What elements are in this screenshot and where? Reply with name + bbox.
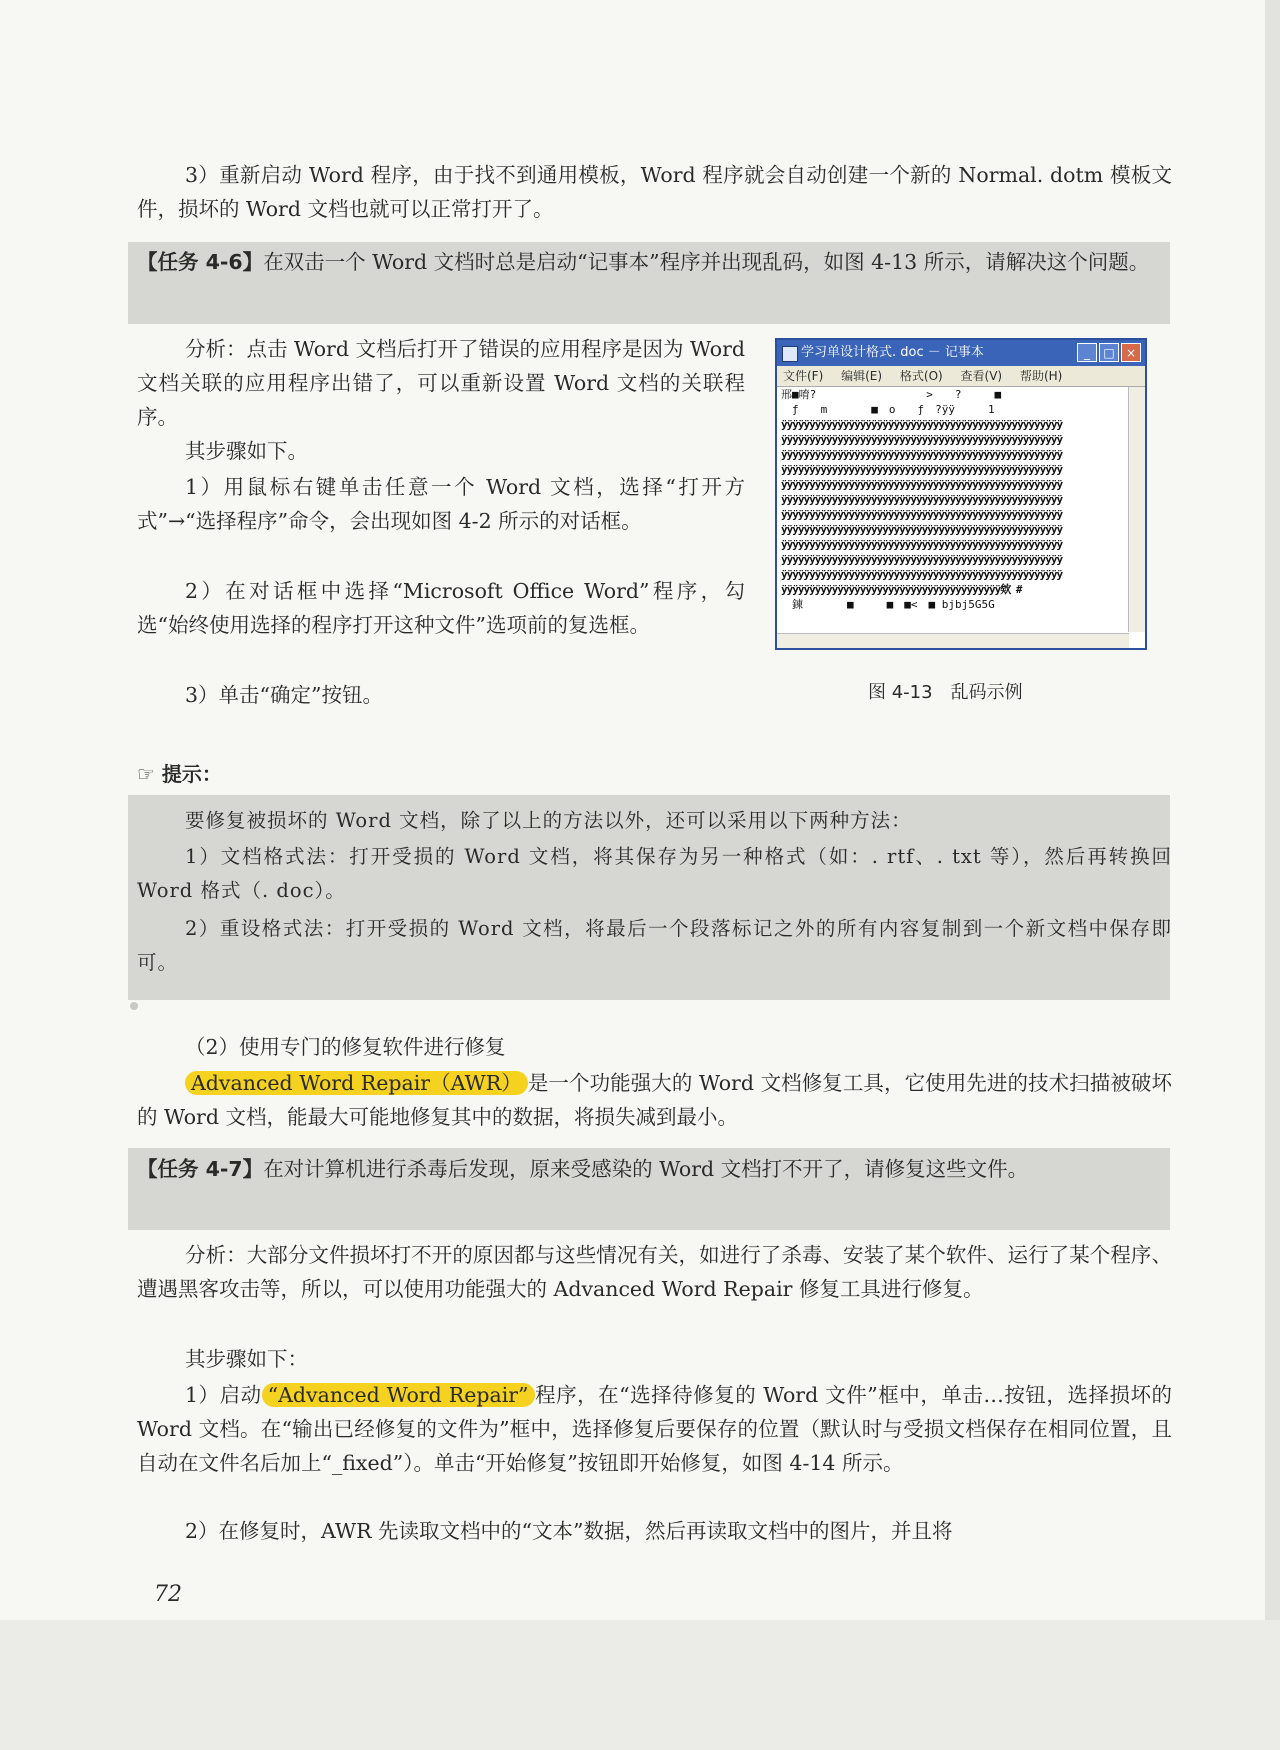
notepad-title-bar	[777, 340, 1145, 366]
menu-view: 查看(V)	[960, 369, 1003, 383]
analysis-paragraph-2: 分析：大部分文件损坏打不开的原因都与这些情况有关，如进行了杀毒、安装了某个软件、运行了某个程序、遭遇黑客攻击等，所以，可以使用功能强大的 Advanced Word Repair 修复工具进行修复。	[137, 1243, 1172, 1301]
garbled-line: ÿÿÿÿÿÿÿÿÿÿÿÿÿÿÿÿÿÿÿÿÿÿÿÿÿÿÿÿÿÿÿÿÿÿÿÿÿÿÿÿÿÿÿÿÿÿÿÿÿÿ	[781, 568, 1063, 581]
horizontal-scrollbar	[777, 633, 1129, 648]
awr-step-1-prefix: 1）启动	[185, 1383, 262, 1407]
notepad-garbled-figure	[775, 338, 1147, 650]
menu-help: 帮助(H)	[1019, 369, 1063, 383]
garbled-line: ÿÿÿÿÿÿÿÿÿÿÿÿÿÿÿÿÿÿÿÿÿÿÿÿÿÿÿÿÿÿÿÿÿÿÿÿÿÿÿÿÿÿÿÿÿÿÿÿÿÿ	[781, 418, 1063, 431]
garbled-line: ÿÿÿÿÿÿÿÿÿÿÿÿÿÿÿÿÿÿÿÿÿÿÿÿÿÿÿÿÿÿÿÿÿÿÿÿÿÿÿÿÿÿÿÿÿÿÿÿÿÿ	[781, 508, 1063, 521]
step-1-paragraph: 1）用鼠标右键单击任意一个 Word 文档，选择“打开方式”→“选择程序”命令，会出现如图 4-2 所示的对话框。	[137, 475, 745, 533]
garbled-line: ÿÿÿÿÿÿÿÿÿÿÿÿÿÿÿÿÿÿÿÿÿÿÿÿÿÿÿÿÿÿÿÿÿÿÿÿÿÿÿÿÿÿÿÿÿÿÿÿÿÿ	[781, 433, 1063, 446]
awr-step-1-body: 程序，在“选择待修复的 Word 文件”框中，单击…按钮，选择损坏的 Word 文档。在“输出已经修复的文件为”框中，选择修复后要保存的位置（默认时与受损文档保存在相同位置，且自动在文件名后加上“_fixed”）。单击“开始修复”按钮即开始修复，如图 4-14 所示。	[137, 1383, 1173, 1475]
steps-intro-2: 其步骤如下：	[185, 1347, 308, 1371]
garbled-line: ÿÿÿÿÿÿÿÿÿÿÿÿÿÿÿÿÿÿÿÿÿÿÿÿÿÿÿÿÿÿÿÿÿÿÿÿÿÿÿÿÿÿÿÿÿÿÿÿÿÿ	[781, 448, 1063, 461]
garbled-line: ÿÿÿÿÿÿÿÿÿÿÿÿÿÿÿÿÿÿÿÿÿÿÿÿÿÿÿÿÿÿÿÿÿÿÿÿÿÿÿÿÿÿÿÿÿÿÿÿÿÿ	[781, 523, 1063, 536]
garbled-line: ÿÿÿÿÿÿÿÿÿÿÿÿÿÿÿÿÿÿÿÿÿÿÿÿÿÿÿÿÿÿÿÿÿÿÿÿÿÿÿÿÿÿÿÿÿÿÿÿÿÿ	[781, 538, 1063, 551]
garbled-line: 鍊 ■ ■ ■< ■ bjbj5G5G	[781, 598, 995, 611]
paragraph-step3-restart: 3）重新启动 Word 程序，由于找不到通用模板，Word 程序就会自动创建一个新的 Normal. dotm 模板文件，损坏的 Word 文档也就可以正常打开了。	[137, 163, 1172, 221]
task-4-6-label: 【任务 4-6】	[137, 250, 264, 274]
figure-caption: 图 4-13 乱码示例	[868, 682, 1023, 703]
tip-method-2: 2）重设格式法：打开受损的 Word 文档，将最后一个段落标记之外的所有内容复制到一个新文档中保存即可。	[137, 917, 1172, 974]
step-2-paragraph: 2）在对话框中选择“Microsoft Office Word”程序，勾选“始终使用选择的程序打开这种文件”选项前的复选框。	[137, 579, 745, 637]
vertical-scrollbar	[1128, 387, 1145, 632]
page-number: 72	[154, 1582, 182, 1607]
tip-title: ☞ 提示：	[137, 762, 222, 786]
task-4-7-label: 【任务 4-7】	[137, 1157, 264, 1181]
garbled-line: ÿÿÿÿÿÿÿÿÿÿÿÿÿÿÿÿÿÿÿÿÿÿÿÿÿÿÿÿÿÿÿÿÿÿÿÿÿÿÿ欸 #	[781, 583, 1022, 596]
notepad-icon	[782, 346, 798, 362]
analysis-paragraph-1: 分析：点击 Word 文档后打开了错误的应用程序是因为 Word 文档关联的应用程序出错了，可以重新设置 Word 文档的关联程序。	[137, 337, 745, 429]
close-icon: ×	[1121, 343, 1141, 362]
notepad-menu-bar	[777, 366, 1145, 387]
menu-format: 格式(O)	[899, 369, 943, 383]
garbled-line: ƒ m ■ o ƒ ?ÿÿ 1	[781, 403, 995, 416]
scan-dot	[130, 1002, 138, 1010]
awr-name-highlight: Advanced Word Repair（AWR）	[185, 1071, 528, 1095]
awr-paragraph	[137, 1066, 1172, 1134]
task-4-7-text: 在对计算机进行杀毒后发现，原来受感染的 Word 文档打不开了，请修复这些文件。	[263, 1157, 1029, 1181]
page-edge	[1265, 0, 1280, 1620]
task-4-6	[137, 245, 1172, 279]
menu-edit: 编辑(E)	[841, 369, 883, 383]
awr-step-2: 2）在修复时，AWR 先读取文档中的“文本”数据，然后再读取文档中的图片，并且将	[185, 1519, 953, 1543]
awr-step-1	[137, 1378, 1172, 1480]
maximize-icon: □	[1099, 343, 1119, 362]
tip-intro: 要修复被损坏的 Word 文档，除了以上的方法以外，还可以采用以下两种方法：	[185, 809, 912, 832]
garbled-line: 邢■唷? > ? ■	[781, 388, 1002, 401]
menu-file: 文件(F)	[783, 369, 824, 383]
awr-program-highlight: “Advanced Word Repair”	[262, 1383, 535, 1407]
garbled-line: ÿÿÿÿÿÿÿÿÿÿÿÿÿÿÿÿÿÿÿÿÿÿÿÿÿÿÿÿÿÿÿÿÿÿÿÿÿÿÿÿÿÿÿÿÿÿÿÿÿÿ	[781, 553, 1063, 566]
notepad-text-area	[777, 387, 1129, 632]
task-4-7	[137, 1152, 1172, 1186]
section-2-title: （2）使用专门的修复软件进行修复	[185, 1035, 506, 1059]
minimize-icon: _	[1077, 343, 1097, 362]
garbled-line: ÿÿÿÿÿÿÿÿÿÿÿÿÿÿÿÿÿÿÿÿÿÿÿÿÿÿÿÿÿÿÿÿÿÿÿÿÿÿÿÿÿÿÿÿÿÿÿÿÿÿ	[781, 463, 1063, 476]
task-4-6-text: 在双击一个 Word 文档时总是启动“记事本”程序并出现乱码，如图 4-13 所示，请解决这个问题。	[263, 250, 1150, 274]
tip-method-1: 1）文档格式法：打开受损的 Word 文档，将其保存为另一种格式（如：. rtf、. txt 等），然后再转换回 Word 格式（. doc）。	[137, 845, 1172, 902]
steps-intro-1: 其步骤如下。	[185, 439, 308, 463]
notepad-window-title: 学习单设计格式. doc － 记事本	[801, 345, 984, 360]
garbled-line: ÿÿÿÿÿÿÿÿÿÿÿÿÿÿÿÿÿÿÿÿÿÿÿÿÿÿÿÿÿÿÿÿÿÿÿÿÿÿÿÿÿÿÿÿÿÿÿÿÿÿ	[781, 478, 1063, 491]
step-3-paragraph: 3）单击“确定”按钮。	[185, 683, 384, 707]
scan-margin	[0, 1620, 1280, 1750]
awr-description: 是一个功能强大的 Word 文档修复工具，它使用先进的技术扫描被破坏的 Word 文档，能最大可能地修复其中的数据，将损失减到最小。	[137, 1071, 1172, 1129]
garbled-line: ÿÿÿÿÿÿÿÿÿÿÿÿÿÿÿÿÿÿÿÿÿÿÿÿÿÿÿÿÿÿÿÿÿÿÿÿÿÿÿÿÿÿÿÿÿÿÿÿÿÿ	[781, 493, 1063, 506]
